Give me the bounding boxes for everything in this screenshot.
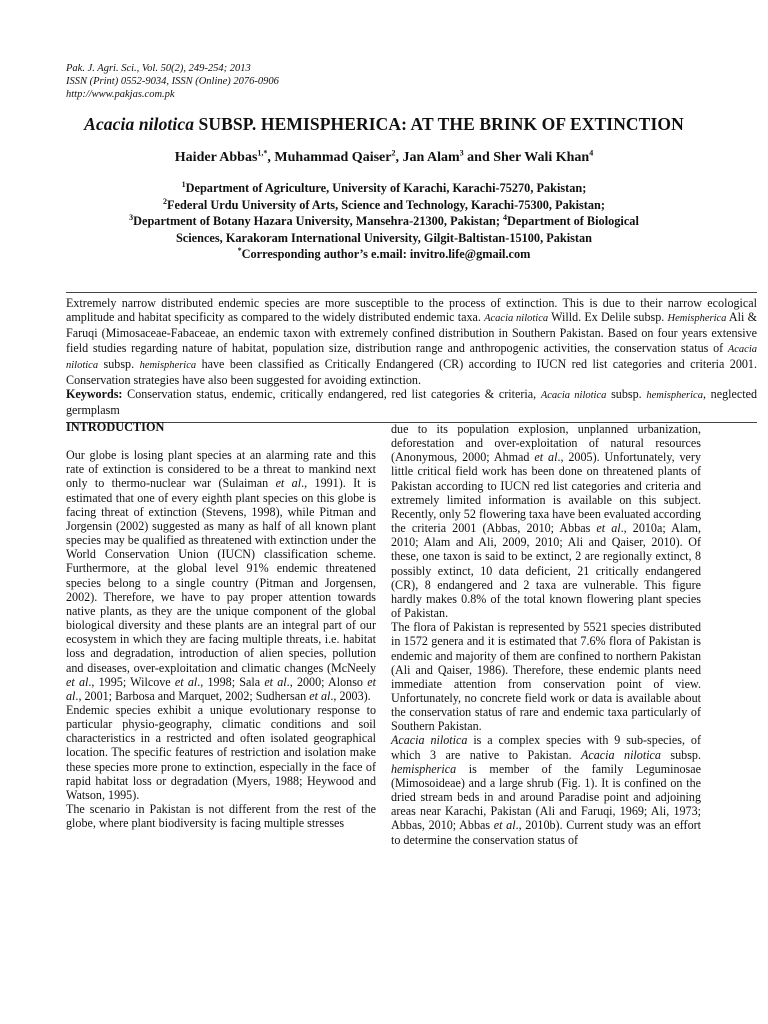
author-3: , Jan Alam: [395, 150, 460, 165]
affil-3-sup: 3: [129, 212, 134, 222]
text-run: due to its population explosion, unplanned urbanization, deforestation and over-exploitation of natural resources (Anonymous, 2000; Ahmad: [391, 422, 701, 465]
title-species: Acacia nilotica: [84, 114, 195, 134]
keywords-italic: Acacia nilotica: [540, 390, 607, 402]
abstract-italic: Hemispherica: [667, 313, 727, 325]
intro-paragraph-1: [66, 448, 376, 703]
text-run: ., 1995; Wilcove: [88, 674, 175, 689]
affil-4-sup: 4: [503, 212, 508, 222]
section-heading-introduction: INTRODUCTION: [66, 420, 165, 434]
keywords-part: subsp.: [606, 387, 647, 402]
author-1: Haider Abbas: [174, 150, 258, 165]
left-column: [66, 420, 376, 830]
corresponding-author: [100, 246, 668, 263]
author-2: , Muhammad Qaiser: [267, 150, 392, 165]
journal-citation: Pak. J. Agri. Sci., Vol. 50(2), 249-254; 2013: [66, 63, 251, 74]
paper-title: [0, 114, 768, 135]
text-run: subsp.: [660, 747, 701, 762]
abstract-part: Extremely narrow distributed endemic species are more susceptible to the process of extinction. This is due to their narrow ecological amplitude and habitat specificity as compared to the widely distributed endemic taxa.: [66, 296, 757, 325]
abstract-italic: Acacia nilotica: [484, 313, 549, 325]
text-italic: et al: [174, 674, 198, 689]
affil-1-sup: 1: [181, 179, 186, 189]
text-run: ., 2000; Alonso: [286, 674, 368, 689]
author-2-sup: 2: [391, 148, 396, 158]
author-4: and Sher Wali Khan: [463, 150, 590, 165]
intro-paragraph-6: [391, 733, 701, 846]
keywords-part: Conservation status, endemic, critically endangered, red list categories & criteria,: [122, 387, 541, 402]
text-run: ., 2010a; Alam, 2010; Alam and Ali, 2009, 2010; Ali and Qaiser, 2010). Of these, one taxon is said to be extinct, 2 are regionally extinct, 8 possibly extinct, 10 data deficient, 21 critically endangered (CR), 8 endangered and 2 taxa are vulnerable. This figure hardly makes 0.8% of the total known flowering plant species of Pakistan.: [391, 521, 701, 621]
journal-info: [66, 62, 279, 101]
abstract-italic: hemispherica: [139, 359, 197, 371]
text-run: is a complex species with 9 sub-species, of which 3 are native to Pakistan.: [391, 733, 701, 762]
corresponding-email[interactable]: Corresponding author’s e.mail: invitro.life@gmail.com: [241, 247, 531, 261]
author-list: [0, 150, 768, 166]
affil-4-text-a: Department of Biological: [507, 214, 639, 228]
right-column: [391, 422, 701, 847]
keywords: [66, 387, 757, 417]
text-run: ., 2001; Barbosa and Marquet, 2002; Sudhersan: [75, 688, 310, 703]
abstract-part: subsp.: [98, 356, 140, 371]
text-run: ., 2010b). Current study was an effort to determine the conservation status of: [391, 818, 701, 847]
abstract-part: have been classified as Critically Endangered (CR) according to IUCN red list categories and criteria 2001. Conservation strategies have also been suggested for avoiding extinction.: [66, 356, 758, 388]
keywords-italic: hemispherica: [646, 390, 703, 402]
text-italic: et al: [66, 674, 376, 703]
affil-3-text: Department of Botany Hazara University, Mansehra-21300, Pakistan;: [133, 214, 504, 228]
text-italic: Acacia nilotica: [391, 733, 468, 748]
text-italic: et al: [534, 450, 558, 465]
text-italic: et al: [264, 674, 287, 689]
text-italic: et al: [275, 476, 302, 491]
author-1-sup: 1,*: [257, 148, 268, 158]
title-rest: SUBSP. HEMISPHERICA: AT THE BRINK OF EXTINCTION: [194, 114, 684, 134]
corresponding-sup: *: [237, 245, 242, 255]
text-run: ., 1998; Sala: [197, 674, 265, 689]
keywords-label: Keywords:: [66, 387, 123, 402]
text-italic: et al: [309, 688, 331, 703]
text-run: ., 2003).: [330, 688, 371, 703]
affiliations: [100, 180, 668, 263]
text-run: ., 1991). It is estimated that one of every eighth plant species on this globe is facing threat of extinction (Stevens, 1998), while Pitman and Jorgensin (2002) suggested as many as half of all known plant species may be qualified as threatened with extinction under the World Conservation Union (IUCN) classification scheme. Furthermore, at the global level 91% endemic threatened species belong to a single country (Pitman and Jorgensen, 2002). Therefore, we have to pay proper attention towards native plants, as they are the unique component of the global biological diversity and these plants are an integral part of our ecosystem in which they are facing multiple threats, i.e. habitat loss and degradation, introduction of alien species, pollution and diseases, over-exploitation and climatic changes (McNeely: [66, 476, 376, 675]
intro-paragraph-4: [391, 422, 701, 620]
author-3-sup: 3: [459, 148, 464, 158]
abstract-part: Ali & Faruqi (Mimosaceae-Fabaceae, an endemic taxon with extremely confined distribution in Southern Pakistan. Based on four years extensive field studies regarding nature of habitat, population size, distribution range and anthropogenic activities, the conservation status of: [66, 310, 757, 355]
affiliation-4: Sciences, Karakoram International University, Gilgit-Baltistan-15100, Pakistan: [175, 230, 593, 245]
text-italic: et al: [66, 674, 89, 689]
journal-issn: ISSN (Print) 0552-9034, ISSN (Online) 2076-0906: [66, 76, 279, 87]
text-run: ., 2005). Unfortunately, very little critical field work has been done on threatened plants of Pakistan according to IUCN red list categories and criteria and extremely limited information is available on this subject. Recently, only 52 flowering taxa have been evaluated according the criteria 2001 (Abbas, 2010; Abbas: [391, 450, 702, 536]
keywords-part: , neglected germplasm: [66, 387, 758, 418]
abstract-text: [66, 296, 757, 387]
text-run: is member of the family Leguminosae (Mimosoideae) and a large shrub (Fig. 1). It is confined on the dried stream beds in and around Paradise point and adjoining areas near Karachi, Pakistan (Ali and Faruqi, 1969; Ali, 1973; Abbas, 2010; Abbas: [391, 761, 701, 833]
abstract-part: Willd. Ex Delile subsp.: [548, 310, 668, 325]
text-italic: hemispherica: [391, 761, 457, 776]
text-italic: Acacia nilotica: [581, 747, 661, 762]
intro-paragraph-3: The scenario in Pakistan is not different from the rest of the globe, where plant biodiversity is facing multiple stresses: [66, 802, 376, 831]
text-italic: et al: [493, 818, 516, 833]
abstract: [66, 292, 757, 423]
affil-1-text: Department of Agriculture, University of Karachi, Karachi-75270, Pakistan;: [185, 181, 587, 195]
text-run: Our globe is losing plant species at an alarming rate and this rate of extinction is considered to be a threat to mankind next only to thermo-nuclear war (Sulaiman: [66, 448, 376, 491]
journal-url: http://www.pakjas.com.pk: [66, 89, 175, 100]
affil-2-sup: 2: [163, 196, 168, 206]
intro-paragraph-2: Endemic species exhibit a unique evolutionary response to particular physio-geography, climatic conditions and soil characteristics in a restricted and often isolated geographical location. The specific features of restriction and isolation make these species more prone to extinction, especially in the face of rapid habitat loss or degradation (Myers, 1988; Heywood and Watson, 1995).: [66, 702, 376, 802]
affiliation-2: [100, 197, 668, 214]
author-4-sup: 4: [589, 148, 594, 158]
affiliation-1: [100, 180, 668, 197]
text-italic: et al: [596, 521, 621, 536]
affiliation-3: [100, 213, 668, 230]
intro-paragraph-5: The flora of Pakistan is represented by 5521 species distributed in 1572 genera and it is estimated that 7.6% flora of Pakistan is endemic and majority of them are confined to northern Pakistan (Ali and Qaiser, 1986). Therefore, these endemic plants need immediate attention from conservation point of view. Unfortunately, no concrete field work or data is available about the conservation status of rare and endemic taxa particularly of Southern Pakistan.: [391, 620, 701, 734]
affil-2-text: Federal Urdu University of Arts, Science and Technology, Karachi-75300, Pakistan;: [167, 197, 605, 212]
abstract-italic: Acacia nilotica: [66, 343, 757, 371]
